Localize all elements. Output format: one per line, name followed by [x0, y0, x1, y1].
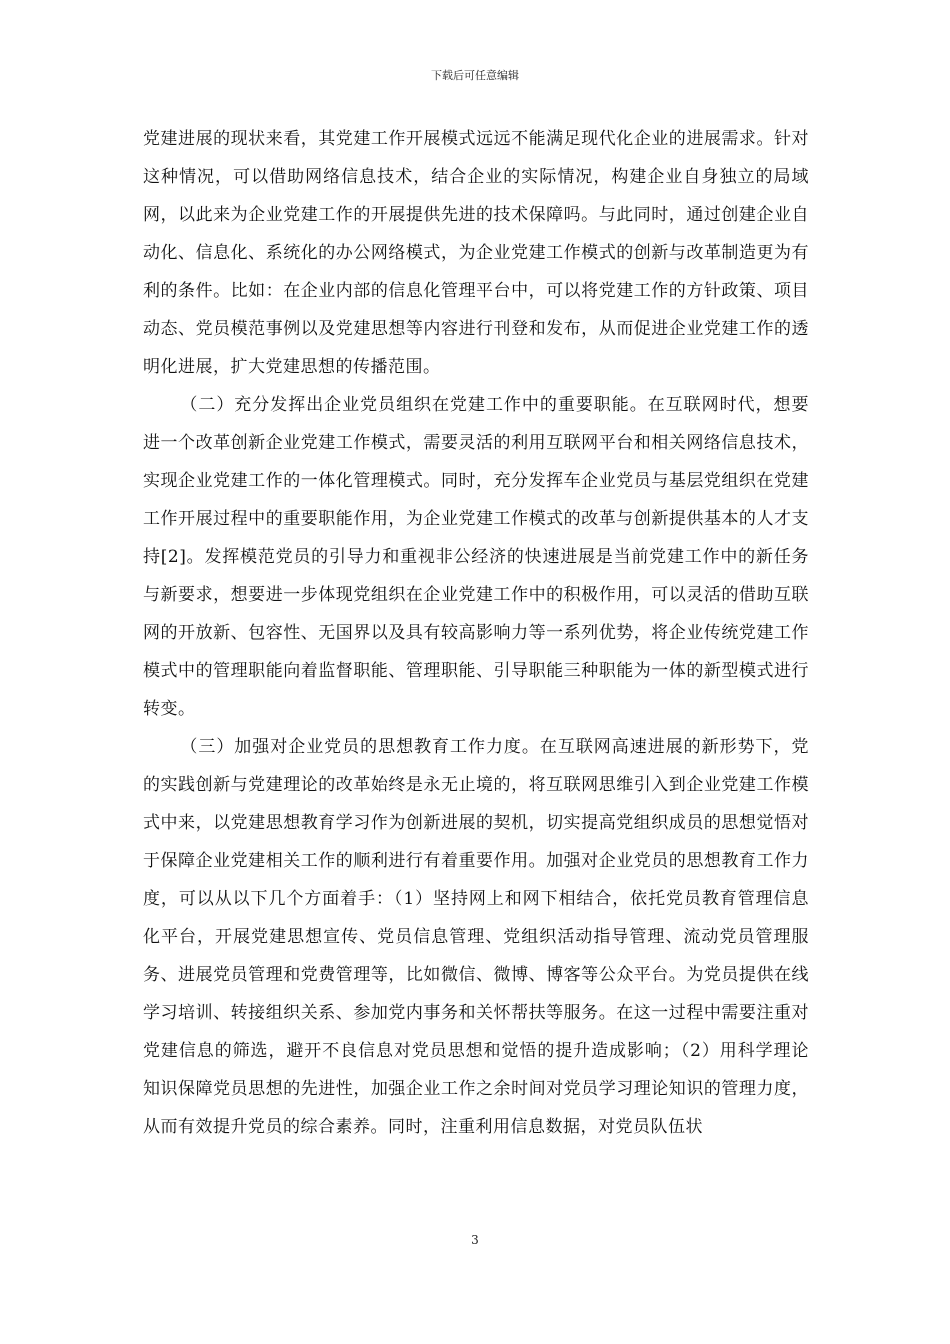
page-header: 下载后可任意编辑 [431, 69, 519, 82]
page-number: 3 [471, 1233, 479, 1247]
body-text [143, 120, 809, 1146]
paragraph-3: （三）加强对企业党员的思想教育工作力度。在互联网高速进展的新形势下，党的实践创新与党建理论的改革始终是永无止境的，将互联网思维引入到企业党建工作模式中来，以党建思想教育学习作为创新进展的契机，切实提高党组织成员的思想觉悟对于保障企业党建相关工作的顺利进行有着重要作用。加强对企业党员的思想教育工作力度，可以从以下几个方面着手：（1）坚持网上和网下相结合，依托党员教育管理信息化平台，开展党建思想宣传、党员信息管理、党组织活动指导管理、流动党员管理服务、进展党员管理和党费管理等，比如微信、微博、博客等公众平台。为党员提供在线学习培训、转接组织关系、参加党内事务和关怀帮扶等服务。在这一过程中需要注重对党建信息的筛选，避开不良信息对党员思想和觉悟的提升造成影响；（2）用科学理论知识保障党员思想的先进性，加强企业工作之余时间对党员学习理论知识的管理力度，从而有效提升党员的综合素养。同时，注重利用信息数据，对党员队伍状 [143, 737, 809, 1137]
paragraph-1: 党建进展的现状来看，其党建工作开展模式远远不能满足现代化企业的进展需求。针对这种情况，可以借助网络信息技术，结合企业的实际情况，构建企业自身独立的局域网，以此来为企业党建工作的开展提供先进的技术保障吗。与此同时，通过创建企业自动化、信息化、系统化的办公网络模式，为企业党建工作模式的创新与改革制造更为有利的条件。比如：在企业内部的信息化管理平台中，可以将党建工作的方针政策、项目动态、党员模范事例以及党建思想等内容进行刊登和发布，从而促进企业党建工作的透明化进展，扩大党建思想的传播范围。 [143, 129, 809, 377]
paragraph-2: （二）充分发挥出企业党员组织在党建工作中的重要职能。在互联网时代，想要进一个改革创新企业党建工作模式，需要灵活的利用互联网平台和相关网络信息技术，实现企业党建工作的一体化管理模式。同时，充分发挥车企业党员与基层党组织在党建工作开展过程中的重要职能作用，为企业党建工作模式的改革与创新提供基本的人才支持[2]。发挥模范党员的引导力和重视非公经济的快速进展是当前党建工作中的新任务与新要求，想要进一步体现党组织在企业党建工作中的积极作用，可以灵活的借助互联网的开放新、包容性、无国界以及具有较高影响力等一系列优势，将企业传统党建工作模式中的管理职能向着监督职能、管理职能、引导职能三种职能为一体的新型模式进行转变。 [143, 395, 809, 719]
